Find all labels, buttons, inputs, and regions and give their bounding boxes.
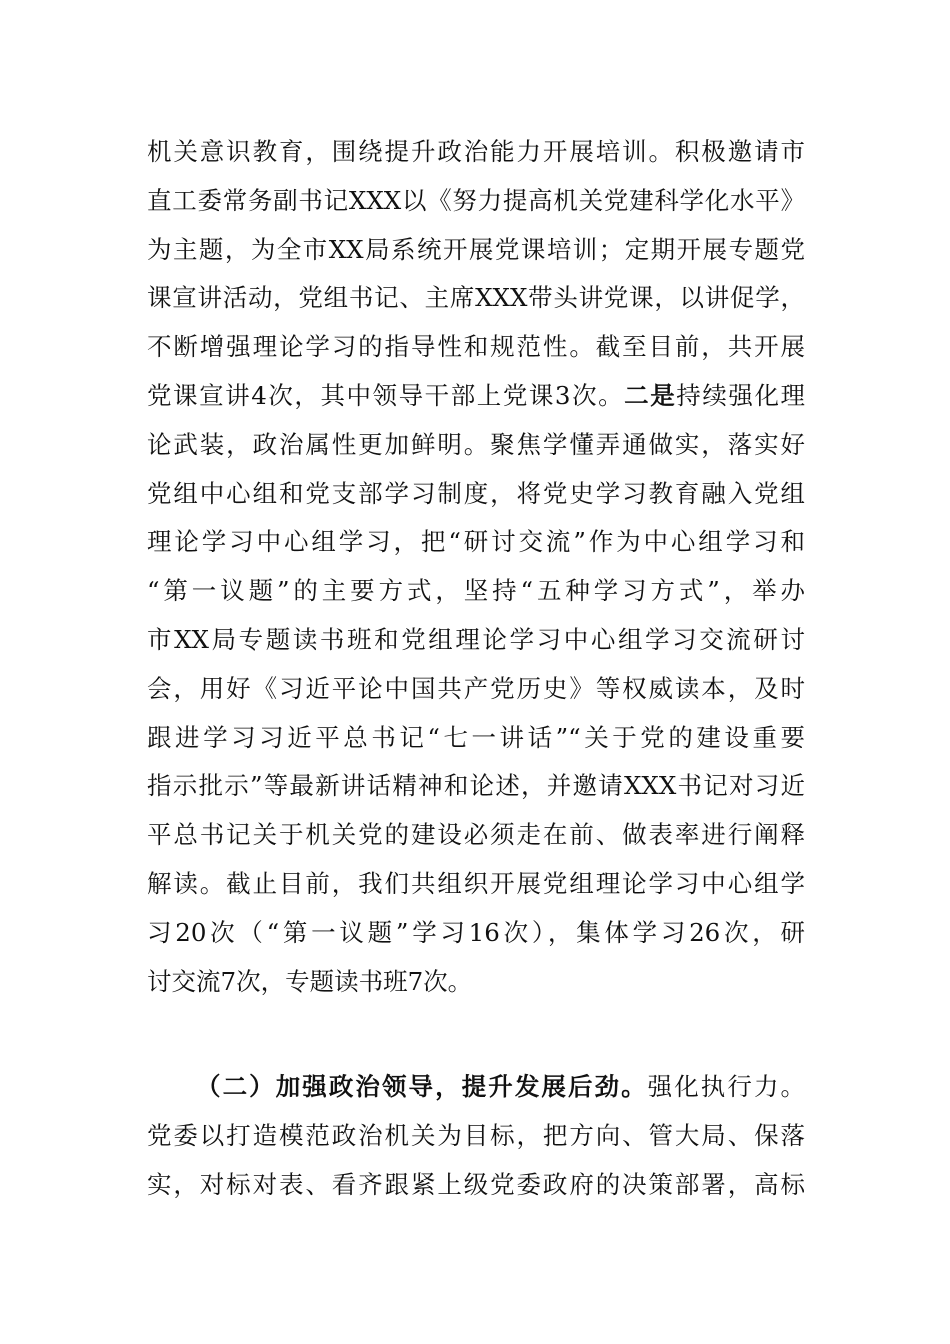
text-segment: 实，对标对表、看齐跟紧上级党委政府的决策部署，高标 — [147, 1169, 805, 1199]
text-line — [147, 470, 805, 519]
text-segment: 习20次（“第一议题”学习16次），集体学习26次，研 — [147, 917, 805, 947]
text-line — [147, 616, 805, 665]
text-line — [147, 909, 805, 958]
text-line — [147, 811, 805, 860]
text-line — [147, 421, 805, 470]
text-line — [147, 274, 805, 323]
text-segment: 党组中心组和党支部学习制度，将党史学习教育融入党组 — [147, 478, 805, 508]
text-segment: 持续强化理 — [676, 380, 805, 410]
text-line — [147, 958, 805, 1007]
text-segment: 会，用好《习近平论中国共产党历史》等权威读本，及时 — [147, 673, 805, 703]
text-segment: 党课宣讲4次，其中领导干部上党课3次。 — [147, 380, 625, 410]
text-segment: 机关意识教育，围绕提升政治能力开展培训。积极邀请市 — [147, 137, 805, 166]
text-segment: 课宣讲活动，党组书记、主席XXX带头讲党课，以讲促学， — [147, 283, 805, 313]
text-line — [147, 1112, 805, 1161]
text-line — [147, 323, 805, 372]
text-line — [147, 1063, 805, 1112]
text-line — [147, 518, 805, 567]
text-segment: 党委以打造模范政治机关为目标，把方向、管大局、保落 — [147, 1120, 805, 1150]
text-line — [147, 1161, 805, 1210]
text-line — [147, 567, 805, 616]
paragraph-political-leadership — [147, 1063, 805, 1209]
text-segment: 不断增强理论学习的指导性和规范性。截至目前，共开展 — [147, 332, 805, 362]
text-segment: 论武装，政治属性更加鲜明。聚焦学懂弄通做实，落实好 — [147, 429, 805, 459]
text-line — [147, 372, 805, 421]
text-line — [147, 226, 805, 275]
paragraph-study-education — [147, 128, 805, 1006]
text-segment: 为主题，为全市XX局系统开展党课培训；定期开展专题党 — [147, 234, 805, 264]
text-segment: 市XX局专题读书班和党组理论学习中心组学习交流研讨 — [147, 624, 805, 654]
text-segment: 指示批示”等最新讲话精神和论述，并邀请XXX书记对习近 — [147, 771, 805, 801]
text-segment: 跟进学习习近平总书记“七一讲话”“关于党的建设重要 — [147, 722, 805, 752]
bold-text-segment: （二）加强政治领导，提升发展后劲。 — [196, 1072, 648, 1101]
text-line — [147, 714, 805, 763]
text-segment: “第一议题”的主要方式，坚持“五种学习方式”，举办 — [147, 576, 805, 606]
text-segment: 直工委常务副书记XXX以《努力提高机关党建科学化水平》 — [147, 185, 805, 215]
text-line — [147, 128, 805, 177]
text-line — [147, 665, 805, 714]
text-line — [147, 860, 805, 909]
text-segment: 理论学习中心组学习，把“研讨交流”作为中心组学习和 — [147, 527, 805, 557]
text-segment: 讨交流7次，专题读书班7次。 — [147, 966, 473, 996]
text-segment: 平总书记关于机关党的建设必须走在前、做表率进行阐释 — [147, 820, 805, 850]
bold-text-segment: 二是 — [624, 380, 677, 410]
text-segment: 强化执行力。 — [647, 1072, 806, 1101]
text-segment: 解读。截止目前，我们共组织开展党组理论学习中心组学 — [147, 868, 805, 898]
text-line — [147, 177, 805, 226]
text-line — [147, 762, 805, 811]
